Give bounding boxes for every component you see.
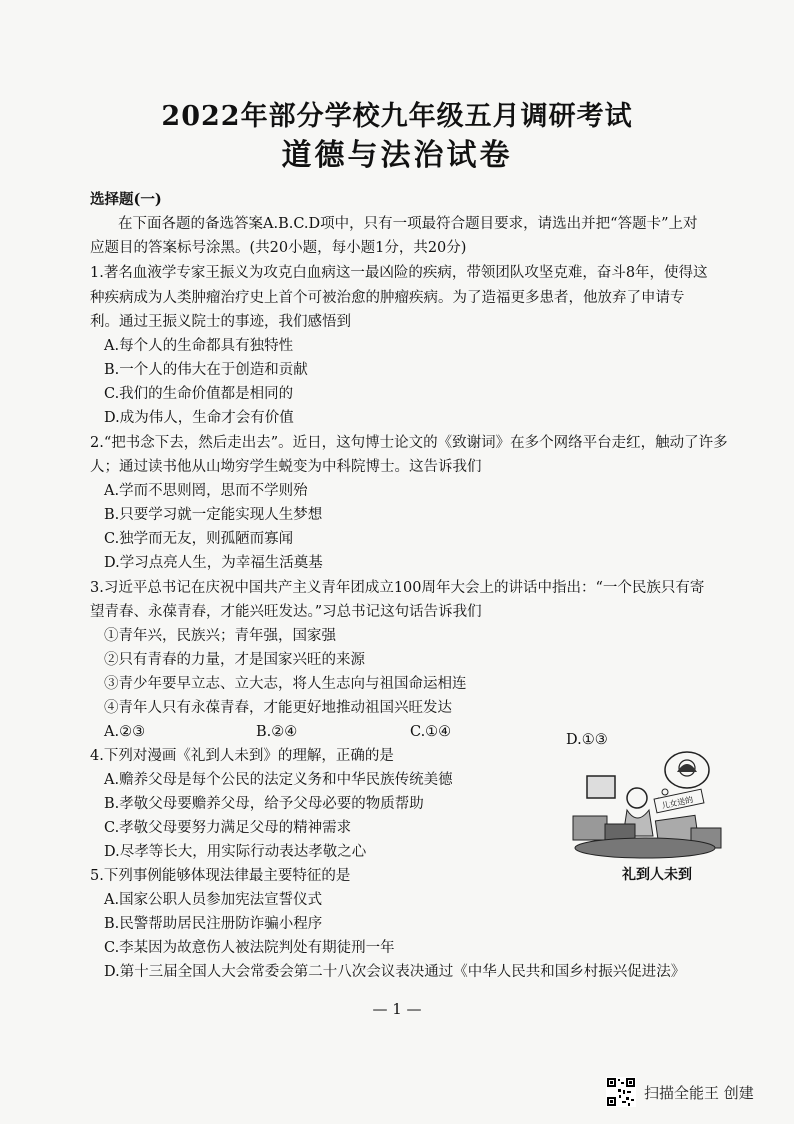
question-1-option-a: A.每个人的生命都具有独特性 [104, 338, 294, 354]
section-heading: 选择题(一) [90, 191, 162, 208]
question-2-option-c: C.独学而无友，则孤陋而寡闻 [104, 531, 294, 547]
question-3-choice-c: C.①④ [410, 724, 452, 740]
question-1-stem: 种疾病成为人类肿瘤治疗史上首个可被治愈的肿瘤疾病。为了造福更多患者，他放弃了申请专 [90, 290, 685, 306]
question-5-option-b: B.民警帮助居民注册防诈骗小程序 [104, 916, 323, 932]
question-5-option-c: C.李某因为故意伤人被法院判处有期徒刑一年 [104, 940, 395, 956]
question-3-stem: 望青春、永葆青春，才能兴旺发达。”习总书记这句话告诉我们 [90, 604, 482, 620]
qr-code-icon [606, 1077, 636, 1107]
question-1-stem: 1.著名血液学专家王振义为攻克白血病这一最凶险的疾病，带领团队攻坚克难，奋斗8年，使得这 [90, 265, 708, 281]
question-2-stem: 2.“把书念下去，然后走出去”。近日，这句博士论文的《致谢词》在多个网络平台走红，触动了许多 [90, 435, 728, 451]
question-4-option-c: C.孝敬父母要努力满足父母的精神需求 [104, 820, 352, 836]
instructions-line: 在下面各题的备选答案A.B.C.D项中，只有一项最符合题目要求，请选出并把“答题卡”上对 [118, 216, 698, 232]
question-2-option-a: A.学而不思则罔，思而不学则殆 [104, 483, 308, 499]
question-4-option-a: A.赡养父母是每个公民的法定义务和中华民族传统美德 [104, 772, 453, 788]
question-1-option-c: C.我们的生命价值都是相同的 [104, 386, 294, 402]
question-5-option-a: A.国家公职人员参加宪法宣誓仪式 [104, 892, 323, 908]
question-5-option-d: D.第十三届全国人大会常委会第二十八次会议表决通过《中华人民共和国乡村振兴促进法》 [104, 964, 686, 980]
scanner-text: 扫描全能王 创建 [644, 1083, 754, 1102]
cartoon-caption: 礼到人未到 [622, 867, 692, 883]
instructions-line: 应题目的答案标号涂黑。(共20小题，每小题1分，共20分) [90, 240, 467, 256]
cartoon-sign-text: 儿女送的 [660, 795, 694, 811]
question-3-stem: 3.习近平总书记在庆祝中国共产主义青年团成立100周年大会上的讲话中指出：“一个民族只有寄 [90, 580, 705, 596]
question-1-stem: 利。通过王振义院士的事迹，我们感悟到 [90, 314, 351, 330]
question-3-statement-2: ②只有青春的力量，才是国家兴旺的来源 [104, 652, 365, 668]
exam-subtitle: 道德与法治试卷 [281, 138, 513, 173]
question-2-option-b: B.只要学习就一定能实现人生梦想 [104, 507, 323, 523]
question-4-option-b: B.孝敬父母要赡养父母，给予父母必要的物质帮助 [104, 796, 424, 812]
question-4-stem: 4.下列对漫画《礼到人未到》的理解，正确的是 [90, 748, 394, 764]
question-3-statement-1: ①青年兴，民族兴；青年强，国家强 [104, 628, 336, 644]
question-3-statement-4: ④青年人只有永葆青春，才能更好地推动祖国兴旺发达 [104, 700, 452, 716]
question-3-statement-3: ③青少年要早立志、立大志，将人生志向与祖国命运相连 [104, 676, 467, 692]
question-3-choice-d: D.①③ [566, 732, 608, 748]
question-2-stem: 人；通过读书他从山坳穷学生蜕变为中科院博士。这告诉我们 [90, 459, 482, 475]
question-3-choice-a: A.②③ [104, 724, 146, 740]
question-3-choice-b: B.②④ [256, 724, 298, 740]
question-1-option-b: B.一个人的伟大在于创造和贡献 [104, 362, 308, 378]
question-1-option-d: D.成为伟人，生命才会有价值 [104, 410, 294, 426]
exam-title: 2022年部分学校九年级五月调研考试 [161, 101, 633, 132]
cartoon-illustration [565, 748, 735, 860]
question-2-option-d: D.学习点亮人生，为幸福生活奠基 [104, 555, 323, 571]
question-5-stem: 5.下列事例能够体现法律最主要特征的是 [90, 868, 351, 884]
question-4-option-d: D.尽孝等长大，用实际行动表达孝敬之心 [104, 844, 367, 860]
scanner-watermark [606, 1075, 754, 1109]
page-number: — 1 — [372, 1000, 422, 1018]
